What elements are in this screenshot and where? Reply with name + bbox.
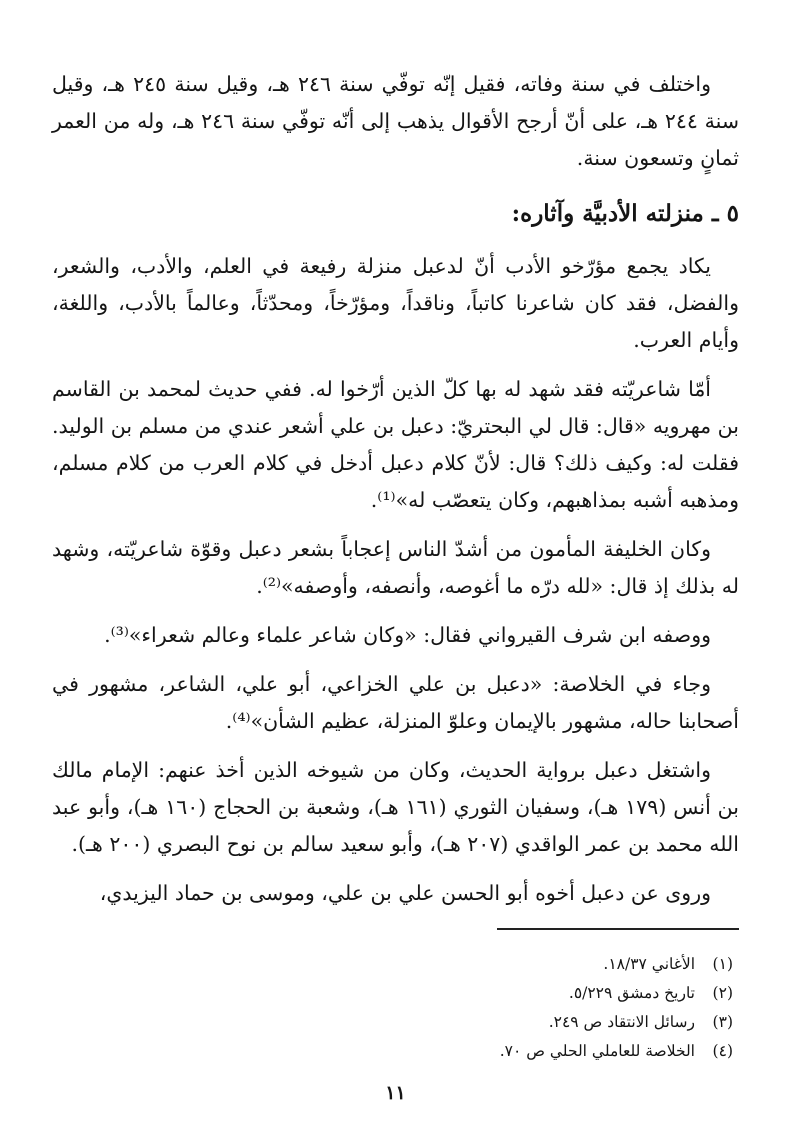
paragraph-khulasa: وجاء في الخلاصة: «دعبل بن علي الخزاعي، أبو علي، الشاعر، مشهور في أصحابنا حاله، مشهور بالإيمان وعلوّ المنزلة، عظيم الشأن»⁽⁴⁾. xyxy=(52,672,739,733)
body-text xyxy=(52,66,739,924)
footnote-number: (٣) xyxy=(712,1013,733,1031)
paragraph-poetic-talent: أمّا شاعريّته فقد شهد له بها كلّ الذين أرّخوا له. ففي حديث لمحمد بن القاسم بن مهرويه «قال: قال لي البحتريّ: دعبل بن علي أشعر عندي من مسلم بن الوليد. فقلت له: وكيف ذلك؟ قال: لأنّ كلام دعبل أدخل في كلام العرب من كلام مسلم، ومذهبه أشبه بمذاهبهم، وكان يتعصّب له»⁽¹⁾. xyxy=(52,377,739,512)
footnote-number: (١) xyxy=(712,955,733,973)
footnote-text: رسائل الانتقاد ص ٢٤٩. xyxy=(548,1013,695,1031)
paragraph-ibn-sharaf: ووصفه ابن شرف القيرواني فقال: «وكان شاعر علماء وعالم شعراء»⁽³⁾. xyxy=(104,623,711,647)
footnote-separator xyxy=(497,928,739,930)
paragraph-mamun-praise: وكان الخليفة المأمون من أشدّ الناس إعجاباً بشعر دعبل وقوّة شاعريّته، وشهد له بذلك إذ قال: «لله درّه ما أغوصه، وأنصفه، وأوصفه»⁽²⁾. xyxy=(52,537,739,598)
paragraph-literary-status: يكاد يجمع مؤرّخو الأدب أنّ لدعبل منزلة رفيعة في العلم، والأدب، والشعر، والفضل، فقد كان شاعرنا كاتباً، وناقداً، ومؤرّخاً، ومحدّثاً، وعالماً بالأدب، واللغة، وأيام العرب. xyxy=(52,254,739,352)
paragraph-hadith-teachers: واشتغل دعبل برواية الحديث، وكان من شيوخه الذين أخذ عنهم: الإمام مالك بن أنس (١٧٩ هـ)، وسفيان الثوري (١٦١ هـ)، وشعبة بن الحجاج (١٦٠ هـ)، وأبو عبد الله محمد بن عمر الواقدي (٢٠٧ هـ)، وأبو سعيد سالم بن نوح البصري (٢٠٠ هـ). xyxy=(52,758,739,856)
paragraph-narrators: وروى عن دعبل أخوه أبو الحسن علي بن علي، وموسى بن حماد اليزيدي، xyxy=(99,881,711,905)
footnote-text: الخلاصة للعاملي الحلي ص ٧٠. xyxy=(499,1042,695,1060)
paragraph-death-year: واختلف في سنة وفاته، فقيل إنّه توفّي سنة ٢٤٦ هـ، وقيل سنة ٢٤٥ هـ، وقيل سنة ٢٤٤ هـ، على أنّ أرجح الأقوال يذهب إلى أنّه توفّي سنة ٢٤٦ هـ، وله من العمر ثمانٍ وتسعون سنة. xyxy=(52,72,740,170)
footnote-text: الأغاني ١٨/٣٧. xyxy=(603,955,695,973)
footnote-item xyxy=(500,950,733,979)
footnote-item xyxy=(500,979,733,1008)
page-number: ١١ xyxy=(385,1082,406,1104)
footnote-text: تاريخ دمشق ٥/٢٢٩. xyxy=(568,984,695,1002)
section-heading: ٥ ـ منزلته الأدبيَّة وآثاره: xyxy=(511,200,739,227)
footnote-item xyxy=(500,1008,733,1037)
footnote-item xyxy=(500,1037,733,1066)
footnote-number: (٤) xyxy=(712,1042,733,1060)
footnotes xyxy=(500,950,733,1066)
footnote-number: (٢) xyxy=(712,984,733,1002)
